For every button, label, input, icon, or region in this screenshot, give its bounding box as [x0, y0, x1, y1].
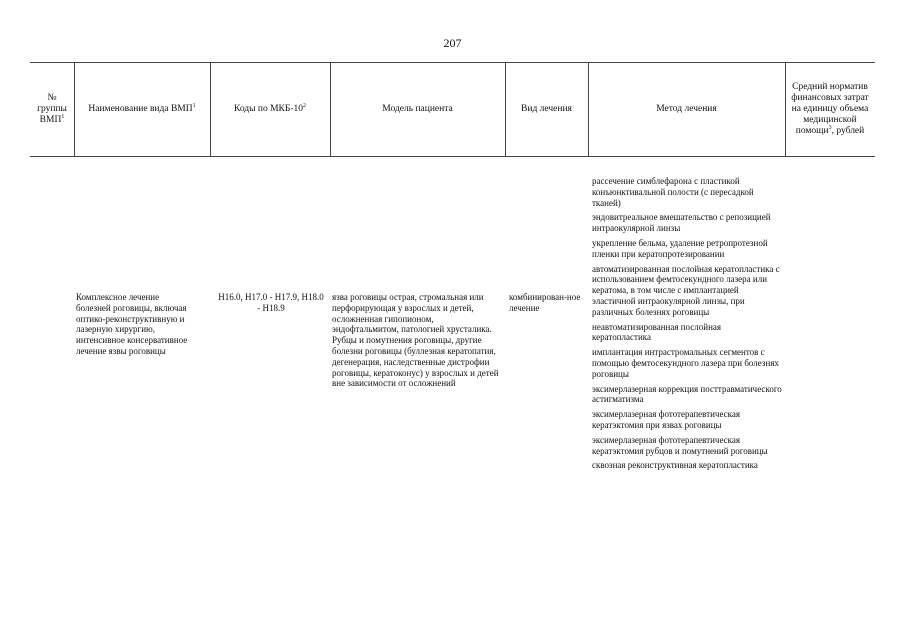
method-item: эндовитреальное вмешательство с репозицией интраокулярной линзы — [592, 212, 771, 234]
method-item: эксимерлазерная коррекция посттравматического астигматизма — [592, 383, 782, 405]
treatment-method-list — [592, 176, 782, 475]
column-divider — [210, 62, 211, 156]
page-number: 207 — [443, 36, 462, 50]
method-item: эксимерлазерная фототерапевтическая кератэктомия при язвах роговицы — [592, 409, 741, 430]
header-vmp-name: Наименование вида ВМП$^1$ — [88, 102, 196, 114]
method-item: сквозная реконструктивная кератопластика — [592, 460, 758, 471]
method-item: имплантация интрастромальных сегментов с помощью фемтосекундного лазера при болезнях роговицы — [592, 347, 779, 379]
column-divider — [74, 62, 75, 156]
column-divider — [505, 62, 506, 156]
column-divider — [785, 62, 786, 156]
row-patient-model: язва роговицы острая, стромальная или перфорирующая у взрослых и детей, осложненная гипопионом, эндофтальмитом, патологией хрусталика. Рубцы и помутнения роговицы, другие болезни роговицы (буллезная кератопатия, дегенерация, наследственные дистрофии роговицы, кератоконус) у взрослых и детей вне зависимости от осложнений — [332, 292, 499, 389]
method-item: рассечение симблефарона с пластикой конъюнктивальной полости (с пересадкой тканей) — [592, 176, 754, 208]
method-item: эксимерлазерная фототерапевтическая кератэктомия рубцов и помутнений роговицы — [592, 434, 768, 456]
header-patient-model: Модель пациента — [382, 103, 453, 114]
method-item: укрепление бельма, удаление ретропротезной пленки при кератопротезировании — [592, 237, 768, 259]
column-divider — [588, 62, 589, 156]
method-item: автоматизированная послойная кератопластика с использованием фемтосекундного лазера или кератома, в том числе с имплантацией эластичной интраокулярной линзы, при различных болезнях роговицы — [592, 263, 780, 317]
header-icd-codes: Коды по МКБ-$10^2$ — [233, 102, 307, 114]
row-icd-codes: H16.0, H17.0 - H17.9, H18.0 - H18.9 — [218, 292, 324, 313]
row-treatment-type: комбинирован-ное лечение — [509, 292, 581, 313]
method-item: неавтоматизированная послойная кератопластика — [592, 321, 722, 343]
column-divider — [330, 62, 331, 156]
table-top-border — [30, 62, 875, 63]
row-vmp-name: Комплексное лечение болезней роговицы, включая оптико-реконструктивную и лазерную хирургию, интенсивное консервативное лечение язвы роговицы — [76, 292, 188, 356]
header-treatment-type: Вид лечения — [521, 103, 572, 114]
header-treatment-method: Метод лечения — [656, 103, 717, 114]
header-group-number: № группы ВМП$^1$ — [37, 92, 67, 125]
header-bottom-border — [30, 156, 875, 157]
header-cost: Средний норматив финансовых затрат на единицу объема медицинской помощи$^3$, рублей — [791, 81, 869, 136]
